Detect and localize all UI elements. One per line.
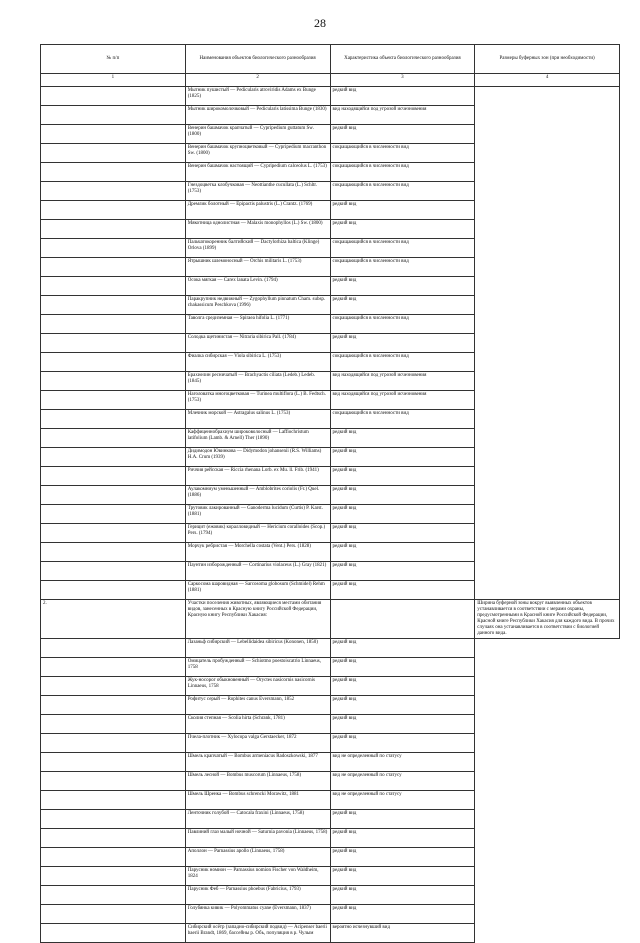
section-2-rows <box>41 639 620 943</box>
characteristic-cell: редкий вид <box>330 677 475 696</box>
species-name-cell: Риччия рейсская — Riccia rhenana Lorb. ex Mu. ll. Frib. (1941) <box>185 467 330 486</box>
characteristic-cell: редкий вид <box>330 810 475 829</box>
characteristic-cell: сокращающийся в численности вид <box>330 163 475 182</box>
table-row <box>41 810 620 829</box>
table-row <box>41 791 620 810</box>
species-name-cell: Наголоватка многоцветковая — Turinea multiflora (L.) B. Fedtsch. (1753) <box>185 391 330 410</box>
table-row <box>41 886 620 905</box>
table-row <box>41 848 620 867</box>
table-row <box>41 772 620 791</box>
species-name-cell: Голубянка кивик — Polyommatus cyane (Eversmann, 1837) <box>185 905 330 924</box>
characteristic-cell: редкий вид <box>330 334 475 353</box>
characteristic-cell: сокращающийся в численности вид <box>330 144 475 163</box>
species-name-cell: Павлиний глаз малый ночной — Saturnia pavonia (Linnaeus, 1758) <box>185 829 330 848</box>
characteristic-cell: редкий вид <box>330 87 475 106</box>
species-name-cell: Венерин башмачок крапчатый — Cypripedium guttatum Sw. (1800) <box>185 125 330 144</box>
characteristic-cell: сокращающийся в численности вид <box>330 182 475 201</box>
row-number-cell <box>41 848 186 867</box>
characteristic-cell: редкий вид <box>330 220 475 239</box>
header-buffer: Размеры буферных зон (при необходимости) <box>475 45 620 74</box>
characteristic-cell: вероятно исчезнувший вид <box>330 924 475 943</box>
buffer-cell <box>475 87 620 600</box>
table-row <box>41 734 620 753</box>
species-name-cell: Шмель крапчатый — Bombus armeniacus Radoszkowski, 1877 <box>185 753 330 772</box>
table-row <box>41 924 620 943</box>
characteristic-cell: редкий вид <box>330 658 475 677</box>
species-name-cell: Лазаньф сибирский — Lebellidaidea sibiricus (Kononen, 1850) <box>185 639 330 658</box>
species-name-cell: Сколия степная — Scolia hirta (Schrank, 1781) <box>185 715 330 734</box>
row-number-cell <box>41 258 186 277</box>
row-number-cell <box>41 429 186 448</box>
row-number-cell <box>41 163 186 182</box>
row-number-cell <box>41 829 186 848</box>
species-name-cell: Сибирский осётр (западно-сибирский подвид) — Acipenser baerii baerii Brandt, 1869, бассейны р. Обь, популяция в р. Чулым <box>185 924 330 943</box>
table-row <box>41 696 620 715</box>
species-name-cell: Парусник номион — Parnassius nomion Fischer von Waldheim, 1824 <box>185 867 330 886</box>
characteristic-cell: сокращающийся в численности вид <box>330 239 475 258</box>
species-name-cell: Каффиценнобрахиум широковолосный — Laffiochristum latifolium (Lamb. & Arnell) Ther (1890) <box>185 429 330 448</box>
species-name-cell: Шмель лесной — Bombus muscorum (Linnaeus, 1758) <box>185 772 330 791</box>
species-name-cell: Аполлон — Parnassius apollo (Linnaeus, 1758) <box>185 848 330 867</box>
species-name-cell: Ятрышник шлемоносный — Orchis militaris L. (1753) <box>185 258 330 277</box>
characteristic-cell: редкий вид <box>330 277 475 296</box>
row-number-cell <box>41 296 186 315</box>
species-name-cell: Ленточник голубой — Catocala fraxini (Linnaeus, 1758) <box>185 810 330 829</box>
row-number-cell <box>41 753 186 772</box>
species-name-cell: Аулакомниум уменьшенный — Amblobrites coriolis (Fr.) Quel. (1886) <box>185 486 330 505</box>
row-number-cell <box>41 639 186 658</box>
characteristic-cell: редкий вид <box>330 848 475 867</box>
section-2-intro <box>41 600 620 639</box>
species-name-cell: Млечник морской — Astragalus salinus L. (1753) <box>185 410 330 429</box>
row-number-cell <box>41 791 186 810</box>
species-name-cell: Рофитус серый — Rophites canus Eversmann, 1852 <box>185 696 330 715</box>
characteristic-cell: редкий вид <box>330 829 475 848</box>
row-number-cell <box>41 715 186 734</box>
species-name-cell: Таволга средиземная — Spiraea hifolia L. (1771) <box>185 315 330 334</box>
characteristic-cell: сокращающийся в численности вид <box>330 353 475 372</box>
species-name-cell: Осока мягкая — Carex lanata Levin. (1794) <box>185 277 330 296</box>
row-number-cell <box>41 677 186 696</box>
species-name-cell: Гнездоцветка клобучковая — Neottianthe cucullata (L.) Schltr. (1753) <box>185 182 330 201</box>
row-number-cell <box>41 772 186 791</box>
row-number-cell <box>41 106 186 125</box>
row-number-cell <box>41 220 186 239</box>
species-name-cell: Дремлик болотный — Epipactis palustris (L.) Crantz. (1769) <box>185 201 330 220</box>
row-number-cell <box>41 448 186 467</box>
row-number-cell <box>41 334 186 353</box>
characteristic-cell: вид находящийся под угрозой исчезновения <box>330 391 475 410</box>
characteristic-cell: редкий вид <box>330 448 475 467</box>
table-row <box>41 753 620 772</box>
row-number-cell <box>41 696 186 715</box>
species-name-cell: Паракрупник недвижный — Zygophyllum pinnatum Cham. subsp. chakassicum Peschkova (1996) <box>185 296 330 315</box>
biodiversity-table <box>40 44 620 943</box>
header-characteristic: Характеристика объекта биологического разнообразия <box>330 45 475 74</box>
characteristic-cell: редкий вид <box>330 125 475 144</box>
row-number-cell <box>41 524 186 543</box>
species-name-cell: Шмель Шренка — Bombus schrencki Morawitz, 1881 <box>185 791 330 810</box>
column-number: 3 <box>330 74 475 87</box>
species-name-cell: Парусник Феб — Parnassius phoebus (Fabricius, 1793) <box>185 886 330 905</box>
section-2-intro-text: Участки поселения животных, являющиеся местами обитания видов, занесенных в Красную книгу Российской Федерации, Красную книгу Республики Хакасия: <box>185 600 330 639</box>
row-number-cell <box>41 87 186 106</box>
species-name-cell: Солодка щетинистая — Nitraria sibirica Pall. (1784) <box>185 334 330 353</box>
species-name-cell: Брахиелин ресничатый — Brachyactis ciliata (Ledeb.) Ledeb. (1845) <box>185 372 330 391</box>
table-row <box>41 677 620 696</box>
row-number-cell <box>41 734 186 753</box>
characteristic-cell: редкий вид <box>330 734 475 753</box>
characteristic-cell: редкий вид <box>330 581 475 600</box>
row-number-cell <box>41 125 186 144</box>
species-name-cell: Венерин башмачок крупноцветковый — Cypripedium macranthon Sw. (1800) <box>185 144 330 163</box>
row-number-cell <box>41 905 186 924</box>
characteristic-cell: редкий вид <box>330 696 475 715</box>
column-number: 1 <box>41 74 186 87</box>
characteristic-cell: вид находящийся под угрозой исчезновения <box>330 372 475 391</box>
species-name-cell: Саркосома шаровидная — Sarcosoma globosum (Schmidel) Rehm (1881) <box>185 581 330 600</box>
row-number-cell <box>41 391 186 410</box>
characteristic-cell: вид не определенный по статусу <box>330 772 475 791</box>
characteristic-cell: редкий вид <box>330 201 475 220</box>
species-name-cell: Паунтин изборожденный — Cortinarius violaceus (L.) Gray (1821) <box>185 562 330 581</box>
column-numbers-row <box>41 74 620 87</box>
species-name-cell: Жук-носорог обыкновенный — Oryctes nasicornis nasicornis Linnaeus, 1758 <box>185 677 330 696</box>
species-name-cell: Мякотница однолистная — Malaxis monophyllos (L.) Sw. (1800) <box>185 220 330 239</box>
table-row <box>41 600 620 639</box>
section-2-intro-char <box>330 600 475 639</box>
characteristic-cell: редкий вид <box>330 715 475 734</box>
row-number-cell <box>41 810 186 829</box>
page-number: 28 <box>314 16 326 30</box>
table-row <box>41 715 620 734</box>
characteristic-cell: редкий вид <box>330 886 475 905</box>
characteristic-cell: редкий вид <box>330 562 475 581</box>
characteristic-cell: редкий вид <box>330 429 475 448</box>
characteristic-cell: редкий вид <box>330 505 475 524</box>
row-number-cell <box>41 144 186 163</box>
species-name-cell: Фиалка сибирская — Viola sibirica L. (1753) <box>185 353 330 372</box>
species-name-cell: Мытник пушистый — Pedicularis atroviridis Adams ex Bunge (1825) <box>185 87 330 106</box>
characteristic-cell: вид не определенный по статусу <box>330 791 475 810</box>
row-number-cell <box>41 277 186 296</box>
section-2-number: 2. <box>41 600 186 639</box>
table-row <box>41 829 620 848</box>
characteristic-cell: редкий вид <box>330 639 475 658</box>
column-number: 2 <box>185 74 330 87</box>
table-header-row <box>41 45 620 74</box>
column-number: 4 <box>475 74 620 87</box>
table-row <box>41 905 620 924</box>
species-name-cell: Венерин башмачок настоящий — Cypripedium calceolus L. (1753) <box>185 163 330 182</box>
row-number-cell <box>41 658 186 677</box>
characteristic-cell: редкий вид <box>330 905 475 924</box>
species-name-cell: Омицатель пробужденный — Schiotmo poestoiscatrio Linnaeus, 1758 <box>185 658 330 677</box>
species-name-cell: Мытник широкомолочковый — Pedicularis latissima Bunge (1830) <box>185 106 330 125</box>
row-number-cell <box>41 505 186 524</box>
header-name: Наименования объектов биологического разнообразия <box>185 45 330 74</box>
species-name-cell: Морчук ребристая — Morchella costata (Vent.) Pers. (1828) <box>185 543 330 562</box>
row-number-cell <box>41 486 186 505</box>
section-2-buffer-text: Ширина буферной зоны вокруг выявленных объектов устанавливается в соответствии с мерами охраны, предусмотренными в Красной книге Российской Федерации, Красной книге Республики Хакасия для каждого вида. В прочих случаях она устанавливается в соответствии с биологией данного вида. <box>475 600 620 639</box>
row-number-cell <box>41 886 186 905</box>
characteristic-cell: редкий вид <box>330 543 475 562</box>
row-number-cell <box>41 353 186 372</box>
species-name-cell: Трутовик лакированный — Ganoderma lucidum (Curtis) P. Karst. (1881) <box>185 505 330 524</box>
row-number-cell <box>41 543 186 562</box>
characteristic-cell: редкий вид <box>330 467 475 486</box>
row-number-cell <box>41 867 186 886</box>
characteristic-cell: сокращающийся в численности вид <box>330 410 475 429</box>
row-number-cell <box>41 924 186 943</box>
row-number-cell <box>41 182 186 201</box>
row-number-cell <box>41 372 186 391</box>
characteristic-cell: редкий вид <box>330 867 475 886</box>
row-number-cell <box>41 581 186 600</box>
species-name-cell: Дидимодон Ювинкова — Didymodon johansenii (R.S. Williams) H.A. Crum (1939) <box>185 448 330 467</box>
header-num: № п/п <box>41 45 186 74</box>
row-number-cell <box>41 410 186 429</box>
characteristic-cell: сокращающийся в численности вид <box>330 258 475 277</box>
row-number-cell <box>41 467 186 486</box>
characteristic-cell: редкий вид <box>330 296 475 315</box>
section-1-rows <box>41 87 620 600</box>
table-row <box>41 639 620 658</box>
characteristic-cell: редкий вид <box>330 486 475 505</box>
table-row <box>41 658 620 677</box>
row-number-cell <box>41 201 186 220</box>
characteristic-cell: сокращающийся в численности вид <box>330 315 475 334</box>
characteristic-cell: редкий вид <box>330 524 475 543</box>
species-name-cell: Герицит (ежовик) коралловидный — Hericium coralloides (Scop.) Pers. (1794) <box>185 524 330 543</box>
table-row <box>41 87 620 106</box>
characteristic-cell: вид находящийся под угрозой исчезновения <box>330 106 475 125</box>
species-name-cell: Пальчатокоренник балтийский — Dactylorhiza baltica (Klinge) Orlova (1899) <box>185 239 330 258</box>
row-number-cell <box>41 315 186 334</box>
row-number-cell <box>41 239 186 258</box>
characteristic-cell: вид не определенный по статусу <box>330 753 475 772</box>
species-name-cell: Пчела-плотник — Xylocopa valga Gerstaecker, 1872 <box>185 734 330 753</box>
row-number-cell <box>41 562 186 581</box>
table-row <box>41 867 620 886</box>
